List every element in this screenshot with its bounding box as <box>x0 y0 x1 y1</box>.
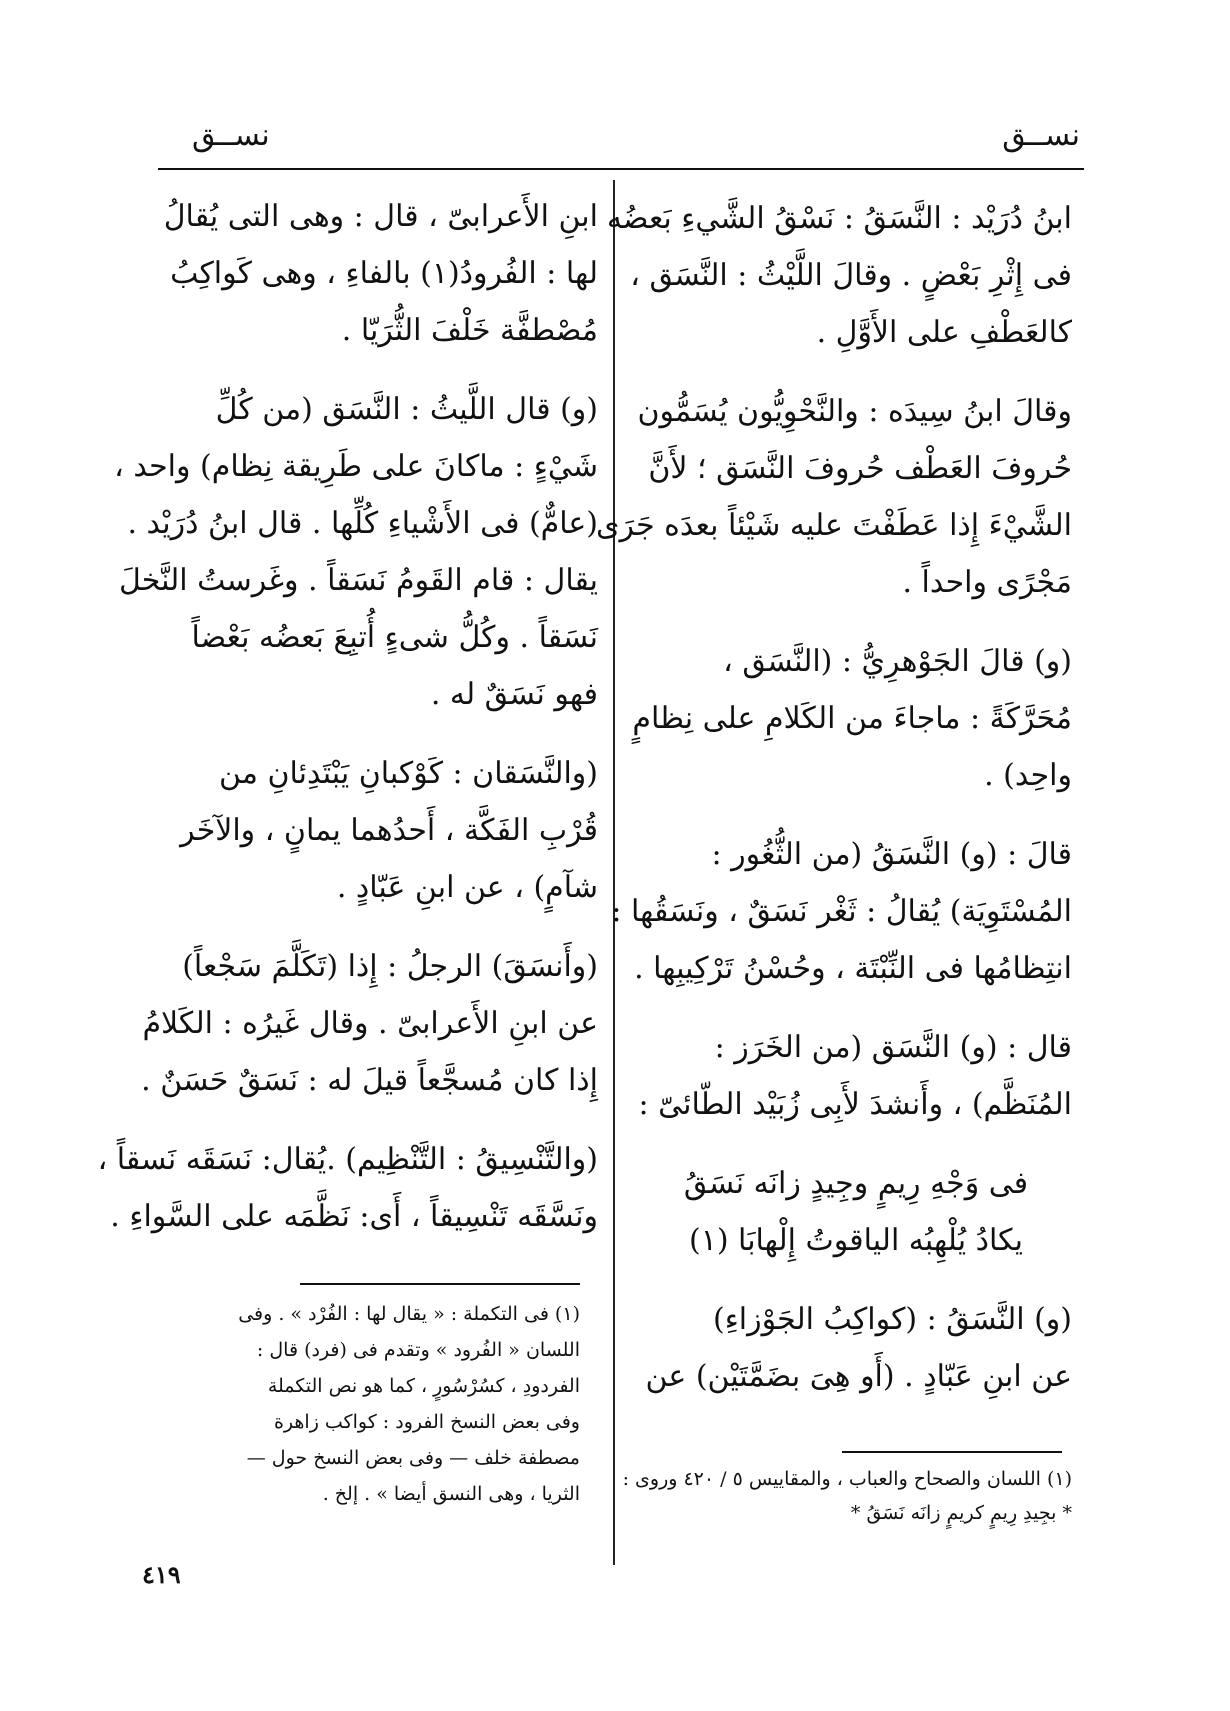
running-header-right: نســق <box>1002 118 1080 153</box>
text-line: قالَ : (و) النَّسَقُ (من الثُّغُور : <box>711 837 1072 872</box>
text-line: ونَسَّقَه تَنْسِيقاً ، أَى: نَظَّمَه على السَّواءِ . <box>110 1199 598 1234</box>
text-line: لها : الفُرودُ(١) بالفاءِ ، وهى كَواكِبُ <box>170 256 598 291</box>
text-line: ابنِ الأَعرابىّ ، قال : وهى التى يُقالُ <box>163 199 598 234</box>
column-divider <box>613 180 615 1565</box>
paragraph-gap <box>640 611 1072 633</box>
text-line: المُسْتَوِيَة) يُقالُ : ثَغْر نَسَقٌ ، ونَسَقُها : <box>611 894 1072 929</box>
text-line: وقالَ ابنُ سِيدَه : والنَّحْوِيُّون يُسَمُّون <box>637 394 1072 429</box>
right-column <box>596 190 1072 1405</box>
text-line: (والتَّنْسِيقُ : التَّنْظِيم) .يُقال: نَسَقَه نَسقاً ، <box>97 1142 598 1177</box>
text-line: (١) فى التكملة : « يقال لها : الفُرْد » . وفى <box>238 1303 580 1325</box>
text-line: الشَّيْءَ إِذا عَطَفْتَ عليه شَيْئاً بعدَه جَرَى <box>596 508 1072 543</box>
text-line: واحِد) . <box>984 758 1072 793</box>
paragraph-gap <box>640 361 1072 383</box>
text-line: المُنَظَّم) ، وأَنشدَ لأَبِى زُبَيْد الطّائىّ : <box>638 1087 1072 1122</box>
verse-line: يكادُ يُلْهِبُه الياقوتُ إِلْهابَا (١) <box>688 1223 1024 1258</box>
text-line: مُحَرَّكَةً : ماجاءَ من الكَلامِ على نِظامٍ <box>632 701 1072 736</box>
paragraph-gap <box>140 1109 598 1131</box>
text-line: فهو نَسَقٌ له . <box>430 677 598 712</box>
text-line: عن ابنِ الأَعرابىّ . وقال غَيرُه : الكَلامُ <box>142 1006 598 1041</box>
paragraph-gap <box>640 997 1072 1019</box>
footnote-left <box>140 1296 580 1512</box>
left-column <box>97 188 598 1245</box>
paragraph-gap <box>140 359 598 381</box>
text-line: الثريا ، وهى النسق أيضا » . إلخ . <box>322 1483 580 1505</box>
text-line: يقال : قام القَومُ نَسَقاً . وغَرستُ النَّخلَ <box>118 563 598 598</box>
paragraph-gap <box>640 1133 1072 1155</box>
text-line: مصطفة خلف — وفى بعض النسخ حول — <box>246 1447 580 1469</box>
paragraph-gap <box>140 723 598 745</box>
text-line: انتِظامُها فى النِّبْتَة ، وحُسْنُ تَرْكِيبِها . <box>634 951 1072 986</box>
header-rule <box>158 168 1084 170</box>
text-line: (عامٌّ) فى الأَشْياءِ كُلِّها . قال ابنُ دُرَيْد . <box>127 506 598 541</box>
text-line: الفردودِ ، كسُرْسُورٍ ، كما هو نص التكملة <box>267 1375 580 1397</box>
text-line: نَسَقاً . وكُلُّ شىءٍ أُتبِعَ بَعضُه بَعْضاً <box>191 620 598 655</box>
running-header-left: نســق <box>192 118 270 153</box>
text-line: شآمٍ) ، عن ابنِ عَبّادٍ . <box>336 870 598 905</box>
footnote-right <box>622 1462 1072 1530</box>
paragraph-gap <box>640 1269 1072 1291</box>
text-line: كالعَطْفِ على الأَوَّلِ . <box>816 315 1072 350</box>
text-line: عن ابنِ عَبّادٍ . (أَو هِىَ بضَمَّتَيْن) عن <box>645 1359 1072 1394</box>
text-line: (و) النَّسَقُ : (كواكِبُ الجَوْزاءِ) <box>713 1302 1072 1337</box>
page-number: ٤١٩ <box>142 1560 181 1589</box>
text-line: (وأَنسَقَ) الرجلُ : إِذا (تَكَلَّمَ سَجْعاً) <box>182 949 598 984</box>
text-line: (والنَّسَقان : كَوْكبانِ يَبْتَدِئانِ من <box>219 756 598 791</box>
footnote-rule-left <box>300 1283 580 1285</box>
text-line: قُرْبِ الفَكَّة ، أَحدُهما يمانٍ ، والآخَر <box>180 813 598 848</box>
text-line: قال : (و) النَّسَق (من الخَرَز : <box>714 1030 1072 1065</box>
text-line: (و) قال اللَّيثُ : النَّسَق (من كُلِّ <box>215 392 598 427</box>
text-line: إِذا كان مُسجَّعاً قيلَ له : نَسَقٌ حَسَنٌ . <box>141 1063 598 1098</box>
text-line: (١) اللسان والصحاح والعباب ، والمقاييس ٥ / ٤٢٠ وروى : <box>622 1468 1072 1490</box>
footnote-rule-right <box>842 1451 1062 1453</box>
text-line: مَجْرًى واحداً . <box>902 565 1072 600</box>
text-line: ابنُ دُرَيْد : النَّسَقُ : نَسْقُ الشَّيءِ بَعضُه <box>606 201 1072 236</box>
paragraph-gap <box>640 804 1072 826</box>
verse-line: فى وَجْهِ رِيمٍ وجِيدٍ زانَه نَسَقُ <box>683 1166 1029 1201</box>
text-line: (و) قالَ الجَوْهرِيُّ : (النَّسَق ، <box>723 644 1072 679</box>
text-line: فى إِثْرِ بَعْضٍ . وقالَ اللَّيْثُ : النَّسَق ، <box>630 258 1072 293</box>
text-line: وفى بعض النسخ الفرود : كواكب زاهرة <box>273 1411 580 1433</box>
text-line: * بجِيدِ رِيمٍ كريمٍ زانَه نَسَقُ * <box>850 1502 1072 1524</box>
paragraph-gap <box>140 916 598 938</box>
text-line: شَيْءٍ : ماكانَ على طَرِيقة نِظام) واحد ، <box>114 449 598 484</box>
text-line: اللسان « الفُرود » وتقدم فى (فرد) قال : <box>256 1339 580 1361</box>
text-line: حُروفَ العَطْف حُروفَ النَّسَق ؛ لأَنَّ <box>648 451 1072 486</box>
text-line: مُصْطفَّة خَلْفَ الثُّرَيّا . <box>341 313 598 348</box>
